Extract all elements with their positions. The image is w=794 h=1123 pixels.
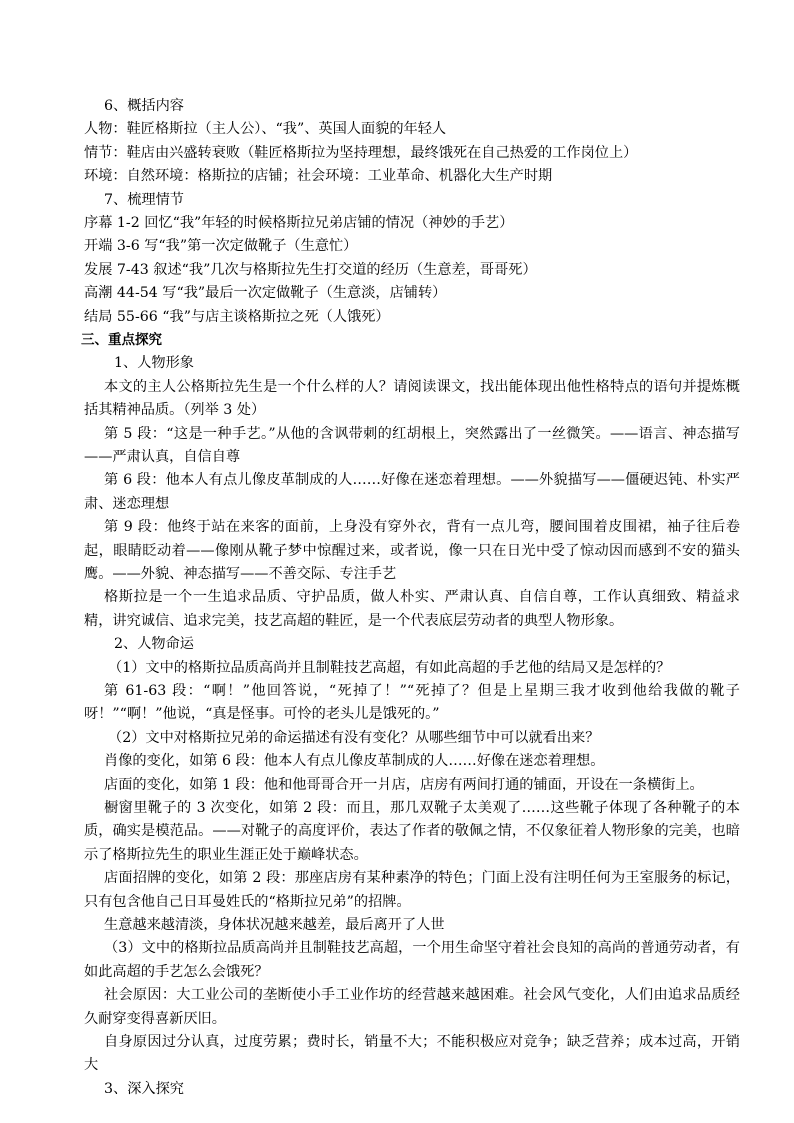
change-portrait: 肖像的变化，如第 6 段：他本人有点儿像皮革制成的人……好像在迷恋着理想。 [104,753,605,770]
plot-climax: 高潮 44-54 写“我”最后一次定做靴子（生意淡，店铺转） [84,285,447,302]
summary-plot: 情节：鞋店由兴盛转衰败（鞋匠格斯拉为坚持理想，最终饿死在自己热爱的工作岗位上） [84,144,638,161]
subheading-character-fate: 2、人物命运 [114,636,194,653]
plot-ending: 结局 55-66 “我”与店主谈格斯拉之死（人饿死） [84,308,390,325]
change-shopfront: 店面的变化，如第 1 段：他和他哥哥合开一爿店，店房有两间打通的铺面，开设在一条横街上。 [104,776,704,793]
reason-social: 社会原因：大工业公司的垄断使小手工业作坊的经营越来越困难。社会风气变化，人们由追求品质经久耐穿变得喜新厌旧。 [84,987,740,1027]
subheading-deep-exploration: 3、深入探究 [104,1080,184,1097]
change-signboard: 店面招牌的变化，如第 2 段：那座店房有某种素净的特色；门面上没有注明任何为王室服务的标记，只有包含他自己日耳曼姓氏的“格斯拉兄弟”的招牌。 [84,870,740,910]
section-heading-key-exploration: 三、重点探究 [81,331,162,348]
question-fate-2: （2）文中对格斯拉兄弟的命运描述有没有变化？从哪些细节中可以就看出来？ [108,729,600,746]
change-business: 生意越来越清淡，身体状况越来越差，最后离开了人世 [104,916,445,933]
subheading-summary: 6、概括内容 [104,98,184,114]
document-page [81,95,740,1101]
summary-setting: 环境：自然环境：格斯拉的店铺；社会环境：工业革命、机器化大生产时期 [84,168,553,185]
question-fate-3: （3）文中的格斯拉品质高尚并且制鞋技艺高超，一个用生命坚守着社会良知的高尚的普通劳动者，有如此高超的手艺怎么会饿死？ [84,940,740,980]
subheading-plot-outline: 7、梳理情节 [104,191,184,208]
question-character: 本文的主人公格斯拉先生是一个什么样的人？请阅读课文，找出能体现出他性格特点的语句并提炼概括其精神品质。（列举 3 处） [84,378,740,419]
plot-beginning: 开端 3-6 写“我”第一次定做靴子（生意忙） [84,238,358,255]
change-window-boots: 橱窗里靴子的 3 次变化，如第 2 段：而且，那几双靴子太美观了……这些靴子体现了各种靴子的本质，确实是模范品。——对靴子的高度评价，表达了作者的敬佩之情，不仅象征着人物形象的完美，也暗示了格斯拉先生的职业生涯正处于巅峰状态。 [84,799,740,863]
evidence-paragraph-61-63: 第 61-63 段：“啊！”他回答说，“死掉了！”“死掉了？但是上星期三我才收到他给我做的靴子呀！”“啊！”他说，“真是怪事。可怜的老头儿是饿死的。” [84,682,740,723]
character-conclusion: 格斯拉是一个一生追求品质、守护品质，做人朴实、严肃认真、自信自尊，工作认真细致、精益求精，讲究诚信、追求完美，技艺高超的鞋匠，是一个代表底层劳动者的典型人物形象。 [84,589,740,629]
evidence-paragraph-6: 第 6 段：他本人有点儿像皮革制成的人……好像在迷恋着理想。——外貌描写——僵硬迟钝、朴实严肃、迷恋理想 [84,472,740,512]
reason-personal: 自身原因过分认真，过度劳累；费时长，销量不大；不能积极应对竞争；缺乏营养；成本过高，开销大 [84,1034,740,1074]
evidence-paragraph-5: 第 5 段：“这是一种手艺。”从他的含讽带刺的红胡根上，突然露出了一丝微笑。——语言、神态描写——严肃认真，自信自尊 [84,425,740,465]
subheading-character-image: 1、人物形象 [114,355,194,372]
question-fate-1: （1）文中的格斯拉品质高尚并且制鞋技艺高超，有如此高超的手艺他的结局又是怎样的？ [108,659,671,676]
summary-characters: 人物：鞋匠格斯拉（主人公）、“我”、英国人面貌的年轻人 [84,121,447,138]
plot-prologue: 序幕 1-2 回忆“我”年轻的时候格斯拉兄弟店铺的情况（神妙的手艺） [84,214,514,231]
evidence-paragraph-9: 第 9 段：他终于站在来客的面前，上身没有穿外衣，背有一点儿弯，腰间围着皮围裙，袖子往后卷起，眼睛眨动着——像刚从靴子梦中惊醒过来，或者说，像一只在日光中受了惊动因而感到不安的猫头鹰。——外貌、神态描写——不善交际、专注手艺 [84,519,740,582]
plot-development: 发展 7-43 叙述“我”几次与格斯拉先生打交道的经历（生意差，哥哥死） [84,261,537,278]
